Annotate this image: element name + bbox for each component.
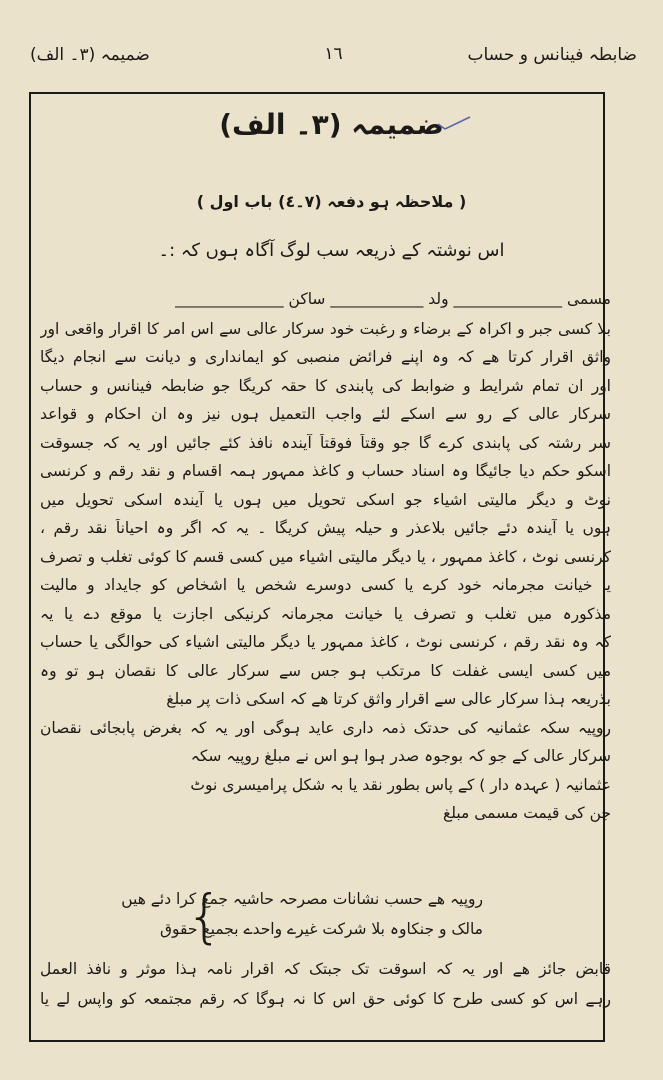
body-line: عثمانیہ ( عہدہ دار ) کے پاس بطور نقد یا بہ شکل پرامیسری نوٹ <box>190 776 611 794</box>
check-mark-icon <box>437 116 471 130</box>
body-line: نوٹ و دیگر مالیتی اشیاء جو اسکی تحویل میں ہوں یا آیندہ اسکی تحویل میں <box>40 491 611 509</box>
body-line: کرنسی نوٹ ، کاغذ ممہور ، یا دیگر مالیتی اشیاء میں کسی قسم کا کوئی تغلب و تصرف <box>40 548 611 566</box>
body-line: قابض جائز ھے اور یہ کہ اسوقت تک جبتک کہ اقرار نامہ ہذا موثر و نافذ العمل <box>40 960 611 978</box>
brace-mark: { <box>186 882 223 950</box>
body-line: بلا کسی جبر و اکراہ کے برضاء و رغبت خود سرکار عالی سے اس امر کا اقرار واقعی اور <box>40 320 611 338</box>
intro-line: اس نوشتہ کے ذریعہ سب لوگ آگاہ ہوں کہ :۔ <box>158 240 505 261</box>
header-annex-label: ضمیمہ (٣۔ الف) <box>30 45 150 65</box>
body-line: جن کی قیمت مسمی مبلغ <box>442 804 611 822</box>
body-line: روپیہ سکہ عثمانیہ کی حدتک ذمہ داری عاید ہوگی اور یہ کہ بغرض پابجائی نقصان <box>40 719 611 737</box>
body-line: واثق اقرار کرتا ھے کہ وہ اپنے فرائض منصبی کو ایمانداری و دیانت سے انجام دیگا <box>40 348 611 366</box>
body-line: یا خیانت مجرمانہ خود کرے یا کسی دوسرے شخص یا اشخاص کو جایداد و مالیت <box>40 576 611 594</box>
body-line: رہے اس کو کسی طرح کا کوئی حق اس کا نہ ہوگا کہ رقم مجتمعہ کو واپس لے یا <box>40 990 611 1008</box>
body-line: سرکار عالی کے رو سے اسکے لئے واجب التعمیل ہوں نیز وہ ان احکام و قواعد <box>40 405 611 423</box>
body-line: مسمی ______________ ولد ____________ ساکن ______________ <box>175 290 611 308</box>
body-line: مذکورہ میں تغلب و تصرف یا خیانت مجرمانہ کرنیکی اجازت یا موقع دے یا یہ <box>40 605 611 623</box>
body-line: ہوں یا آیندہ دئے جائیں بلاعذر و حیلہ پیش کریگا ۔ یہ کہ اگر وہ احیاناً نقد رقم ، <box>40 519 611 537</box>
page-number: ١٦ <box>324 44 343 64</box>
margin-note-line: مالک و جنکاوہ بلا شرکت غیرے واحدے بجمیع حقوق <box>159 920 483 938</box>
running-header <box>30 40 637 74</box>
body-line: اسکو حکم دیا جائیگا وہ اسناد حساب و کاغذ ممہور ہمہ اقسام و نقد رقم و کرنسی <box>40 462 611 480</box>
body-line: کہ وہ نقد رقم ، کرنسی نوٹ ، کاغذ ممہور یا دیگر مالیتی اشیاء کی حوالگی یا حساب <box>40 633 611 651</box>
annex-title: ضمیمہ (٣۔ الف) <box>219 108 444 141</box>
header-book-title: ضابطہ فینانس و حساب <box>467 45 637 65</box>
body-line: سرکار عالی کے جو کہ بوجوہ صدر ہوا ہو اس نے مبلغ روپیہ سکہ <box>190 747 611 765</box>
body-line: اور ان تمام شرایط و ضوابط کی پابندی کا حقہ کریگا جو ضابطہ فینانس و حساب <box>40 377 611 395</box>
margin-note-line: روپیہ ھے حسب نشانات مصرحہ حاشیہ جمع کرا دئے ھیں <box>121 890 483 908</box>
body-line: میں کسی ایسی غفلت کا مرتکب ہو جس سے سرکار عالی کا نقصان ہو تو وہ <box>40 662 611 680</box>
body-line: بذریعہ ہذا سرکار عالی سے اقرار واثق کرتا ھے کہ اسکی ذات پر مبلغ <box>166 690 611 708</box>
reference-note: ( ملاحظہ ہو دفعہ (٧۔٤) باب اول ) <box>196 192 467 211</box>
body-line: سر رشتہ کی پابندی کرے گا جو وقتاً فوقتاً آیندہ نافذ کئے جائیں اور یہ کہ جسوقت <box>40 434 611 452</box>
